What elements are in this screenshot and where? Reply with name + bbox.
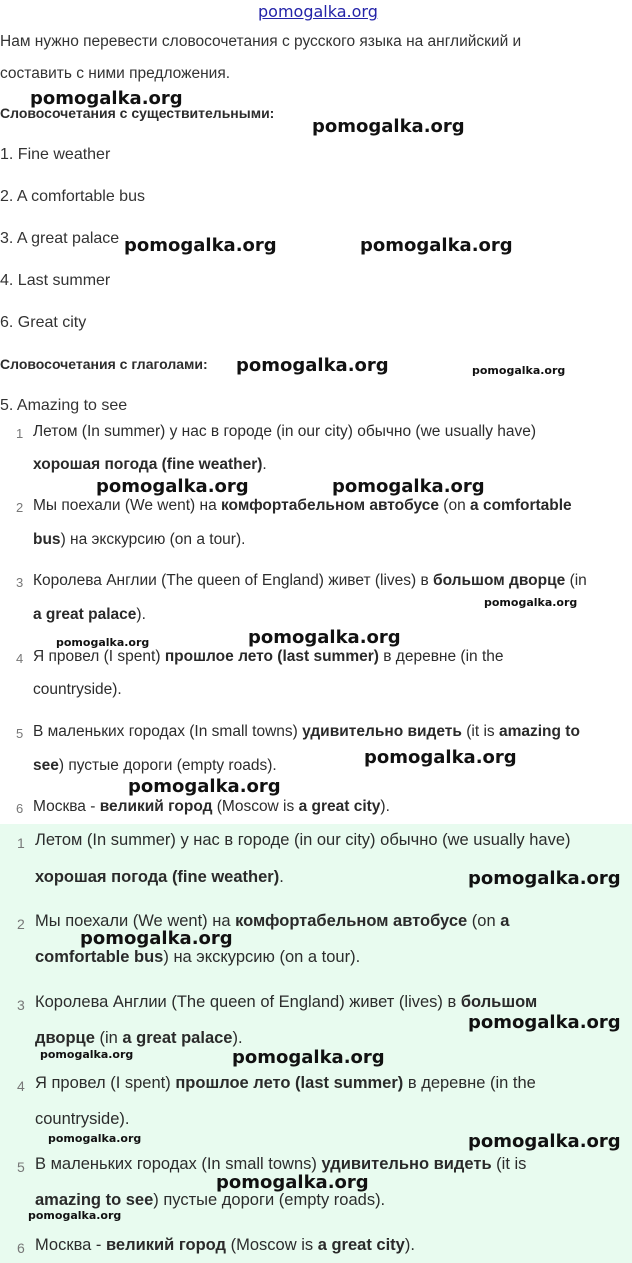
sentence-2-line-1: Мы поехали (We went) на комфортабельном автобусе (on a comfortable xyxy=(33,497,572,514)
watermark-text: pomogalka.org xyxy=(364,747,517,768)
sentence-6-line-1: Москва - великий город (Moscow is a great city). xyxy=(33,798,390,815)
watermark-text: pomogalka.org xyxy=(468,1131,621,1152)
sentence-number: 4 xyxy=(16,651,24,666)
watermark-text: pomogalka.org xyxy=(468,1012,621,1033)
sentence-3-line-1: Королева Англии (The queen of England) живет (lives) в большом xyxy=(35,993,538,1011)
sentence-3-line-1: Королева Англии (The queen of England) живет (lives) в большом дворце (in xyxy=(33,572,587,589)
sentence-5-line-2: see) пустые дороги (empty roads). xyxy=(33,757,277,774)
intro-line-2: составить с ними предложения. xyxy=(0,65,231,82)
watermark-text: pomogalka.org xyxy=(128,776,281,797)
noun-item-3: 3. A great palace xyxy=(0,230,120,247)
noun-item-4: 4. Last summer xyxy=(0,272,111,289)
noun-item-2: 2. A comfortable bus xyxy=(0,188,145,205)
sentence-number: 3 xyxy=(17,997,25,1013)
verb-item-5: 5. Amazing to see xyxy=(0,397,128,414)
watermark-text: pomogalka.org xyxy=(96,476,249,497)
sentence-6-line-1: Москва - великий город (Moscow is a great city). xyxy=(35,1236,415,1254)
sentence-4-line-2: countryside). xyxy=(33,681,122,698)
watermark-text: pomogalka.org xyxy=(56,636,150,649)
nouns-heading: Словосочетания с существительными: xyxy=(0,105,275,121)
watermark-text: pomogalka.org xyxy=(28,1209,122,1222)
watermark-text: pomogalka.org xyxy=(124,235,277,256)
sentence-1-line-2: хорошая погода (fine weather). xyxy=(33,456,267,473)
sentence-3-line-2: дворце (in a great palace). xyxy=(35,1029,243,1047)
watermark-text: pomogalka.org xyxy=(484,596,578,609)
sentence-number: 5 xyxy=(16,726,24,741)
watermark-text: pomogalka.org xyxy=(360,235,513,256)
noun-item-1: 1. Fine weather xyxy=(0,146,111,163)
sentence-number: 6 xyxy=(16,801,24,816)
sentence-5-line-2: amazing to see) пустые дороги (empty roads). xyxy=(35,1191,386,1209)
noun-item-6: 6. Great city xyxy=(0,314,87,331)
sentence-1-line-1: Летом (In summer) у нас в городе (in our city) обычно (we usually have) xyxy=(33,423,537,440)
verbs-heading: Словосочетания с глаголами: xyxy=(0,356,208,372)
watermark-text: pomogalka.org xyxy=(48,1132,142,1145)
watermark-text: pomogalka.org xyxy=(248,627,401,648)
sentence-4-line-1: Я провел (I spent) прошлое лето (last summer) в деревне (in the xyxy=(33,648,504,665)
sentence-number: 6 xyxy=(17,1240,25,1256)
sentence-number: 1 xyxy=(17,835,25,851)
sentence-4-line-1: Я провел (I spent) прошлое лето (last summer) в деревне (in the xyxy=(35,1074,536,1092)
watermark-text: pomogalka.org xyxy=(80,928,233,949)
watermark-text: pomogalka.org xyxy=(236,355,389,376)
watermark-text: pomogalka.org xyxy=(216,1172,369,1193)
sentence-1-line-2: хорошая погода (fine weather). xyxy=(35,868,284,886)
sentence-5-line-1: В маленьких городах (In small towns) удивительно видеть (it is xyxy=(35,1155,527,1173)
sentence-number: 3 xyxy=(16,575,24,590)
watermark-text: pomogalka.org xyxy=(40,1048,134,1061)
watermark-text: pomogalka.org xyxy=(30,88,183,109)
sentence-number: 2 xyxy=(17,916,25,932)
watermark-text: pomogalka.org xyxy=(468,868,621,889)
sentence-number: 1 xyxy=(16,426,24,441)
sentence-2-line-2: bus) на экскурсию (on a tour). xyxy=(33,531,246,548)
sentence-2-line-2: comfortable bus) на экскурсию (on a tour). xyxy=(35,948,361,966)
sentence-3-line-2: a great palace). xyxy=(33,606,146,623)
top-watermark-link[interactable]: pomogalka.org xyxy=(258,2,378,21)
watermark-text: pomogalka.org xyxy=(232,1047,385,1068)
intro-line-1: Нам нужно перевести словосочетания с русского языка на английский и xyxy=(0,33,522,50)
sentence-1-line-1: Летом (In summer) у нас в городе (in our city) обычно (we usually have) xyxy=(35,831,571,849)
sentence-number: 4 xyxy=(17,1078,25,1094)
sentence-number: 2 xyxy=(16,500,24,515)
watermark-text: pomogalka.org xyxy=(472,364,566,377)
sentence-5-line-1: В маленьких городах (In small towns) удивительно видеть (it is amazing to xyxy=(33,723,580,740)
sentence-4-line-2: countryside). xyxy=(35,1110,130,1128)
watermark-text: pomogalka.org xyxy=(332,476,485,497)
sentence-2-line-1: Мы поехали (We went) на комфортабельном автобусе (on a xyxy=(35,912,510,930)
watermark-text: pomogalka.org xyxy=(312,116,465,137)
sentence-number: 5 xyxy=(17,1159,25,1175)
